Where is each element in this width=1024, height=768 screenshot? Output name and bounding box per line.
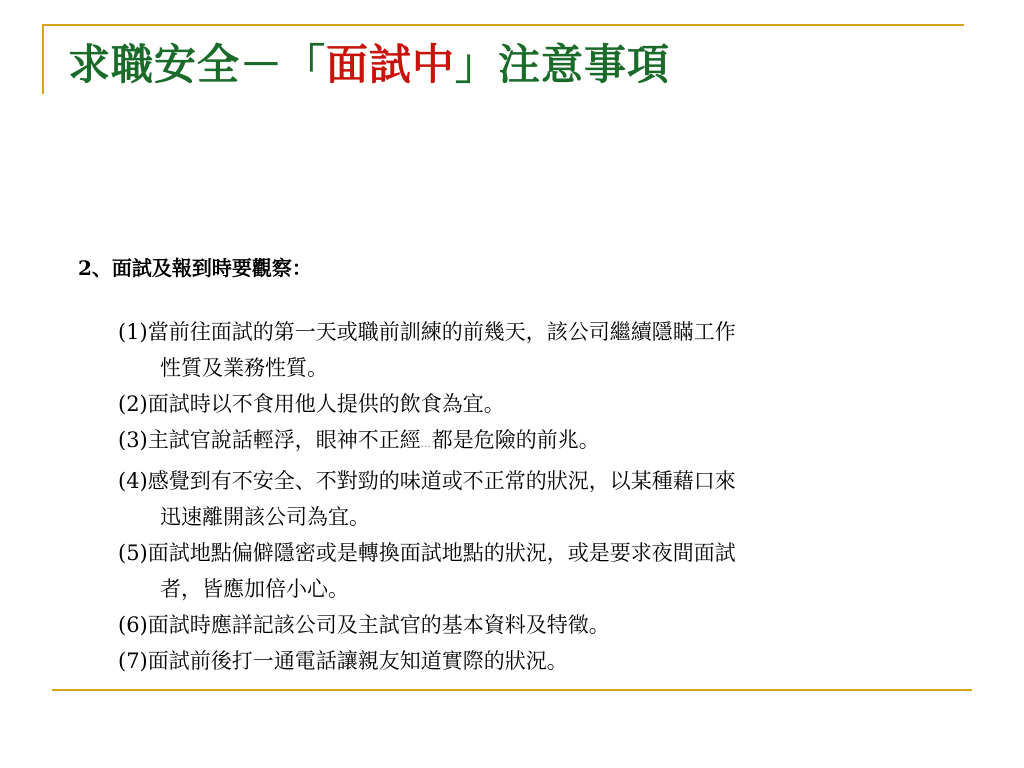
list-item-5 [118, 535, 938, 607]
section-heading: 2、面試及報到時要觀察： [78, 256, 312, 280]
bottom-rule [52, 689, 972, 691]
item-marker: (1) [118, 320, 148, 344]
item-marker: (3) [118, 428, 148, 452]
list-item-2 [118, 386, 938, 422]
title-prefix: 求職安全－「 [68, 40, 327, 89]
ellipsis: … [420, 439, 432, 450]
list-item-7 [118, 643, 938, 679]
top-rule [42, 24, 964, 26]
item-text: 面試地點偏僻隱密或是轉換面試地點的狀況，或是要求夜間面試 [147, 541, 736, 565]
slide-title [68, 40, 670, 90]
item-text-continued: 性質及業務性質。 [160, 356, 328, 380]
list-item-6 [118, 607, 938, 643]
list-item-1 [118, 314, 938, 386]
title-highlight: 面試中 [326, 40, 456, 89]
item-marker: (7) [118, 649, 148, 673]
item-text-tail: 都是危險的前兆。 [431, 428, 600, 452]
item-text: 面試時應詳記該公司及主試官的基本資料及特徵。 [147, 613, 610, 637]
item-marker: (5) [118, 541, 148, 565]
item-text: 當前往面試的第一天或職前訓練的前幾天，該公司繼續隱瞞工作 [147, 320, 736, 344]
item-text: 感覺到有不安全、不對勁的味道或不正常的狀況，以某種藉口來 [147, 469, 736, 493]
item-text-continued: 者，皆應加倍小心。 [160, 577, 349, 601]
title-suffix: 」注意事項 [455, 40, 671, 89]
item-text: 主試官說話輕浮，眼神不正經 [147, 428, 421, 452]
item-text-continued: 迅速離開該公司為宜。 [160, 505, 370, 529]
item-text: 面試前後打一通電話讓親友知道實際的狀況。 [147, 649, 568, 673]
list-item-3 [118, 422, 938, 463]
item-marker: (6) [118, 613, 148, 637]
item-text: 面試時以不食用他人提供的飲食為宜。 [147, 392, 505, 416]
item-marker: (2) [118, 392, 148, 416]
left-rule [42, 24, 44, 94]
item-marker: (4) [118, 469, 148, 493]
item-list [118, 314, 938, 679]
list-item-4 [118, 463, 938, 535]
